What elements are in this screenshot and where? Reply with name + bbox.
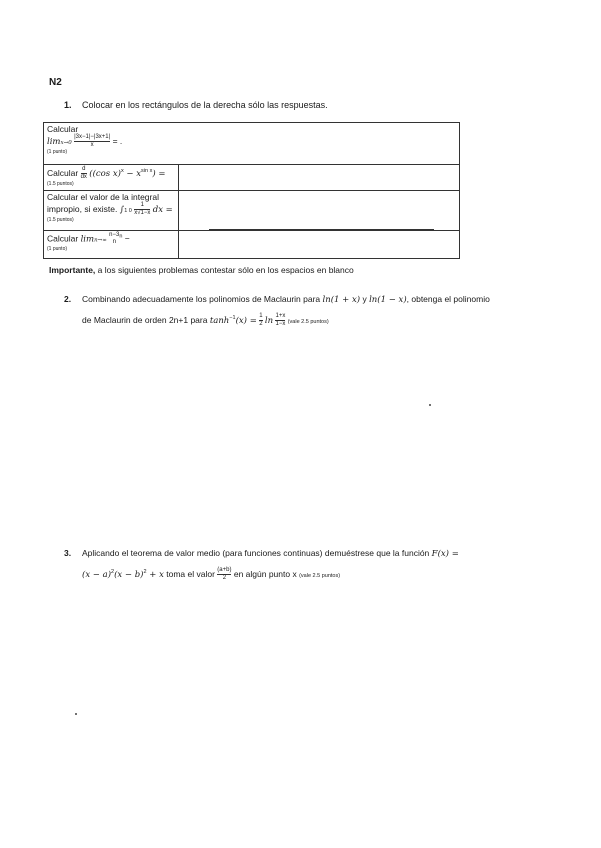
question-2-text2: , obtenga el polinomio: [406, 294, 490, 304]
table-row: [44, 165, 460, 191]
row-3-points: (1.5 puntos): [47, 217, 74, 223]
row-2-expr2: − x: [123, 168, 142, 179]
row-2-answer-box[interactable]: [179, 165, 460, 191]
question-3-val-num: (a+b): [217, 567, 232, 574]
question-2-half-den: 2: [259, 321, 263, 328]
question-2-half: [259, 313, 262, 328]
row-4-binom-bot: n: [112, 239, 116, 245]
row-4-binom-exp: n: [119, 233, 123, 240]
table-row: [44, 231, 460, 259]
row-1-question: [44, 123, 460, 165]
row-2-deriv: [81, 166, 87, 181]
question-3: [64, 544, 554, 585]
question-2-frac-num: 1+x: [275, 313, 286, 320]
question-3-fx: F(x) =: [431, 549, 459, 559]
row-3-label1: Calcular el valor de la integral: [47, 192, 159, 202]
row-4-binom-top: n−3: [109, 232, 120, 238]
question-1-number: 1.: [64, 100, 72, 110]
question-3-expr: (x − a): [82, 569, 112, 580]
row-2-exp2: sin x: [141, 167, 153, 174]
row-4-points: (1 punto): [47, 246, 68, 252]
stray-mark: [429, 404, 431, 406]
question-2-frac: [275, 313, 285, 328]
row-2-expr3: ) =: [152, 168, 166, 179]
question-2-func-exp: −1: [229, 315, 236, 321]
row-3-answer-line: [209, 229, 434, 230]
question-2-text1: Combinando adecuadamente los polinomios de Maclaurin para: [82, 294, 321, 304]
row-2-points: (1.5 puntos): [47, 181, 74, 187]
question-3-number: 3.: [64, 548, 72, 558]
row-4-lim: lim: [80, 234, 95, 245]
row-2-label: Calcular: [47, 167, 79, 178]
row-4-question: [44, 231, 179, 259]
question-1: [64, 100, 328, 110]
row-1-lim: lim: [47, 136, 61, 147]
row-4-tail: −: [122, 233, 130, 244]
question-3-val-den: 2: [222, 575, 227, 582]
row-4-label: Calcular: [47, 233, 79, 244]
question-3-text2: toma el valor: [163, 568, 215, 579]
answers-table: [43, 122, 460, 259]
question-3-text3: en algún punto x: [231, 568, 297, 579]
table-row: [44, 191, 460, 231]
question-2: [64, 290, 554, 331]
important-bold: Importante,: [49, 265, 96, 275]
row-3-int-den: x√1−x: [134, 210, 151, 216]
row-3-label2: impropio, si existe.: [47, 203, 118, 214]
stray-mark: [75, 713, 77, 715]
row-1-frac-den: x: [90, 142, 94, 148]
row-1-lim-sub: x→0: [60, 139, 72, 146]
question-2-y: y: [360, 294, 370, 304]
important-note: [49, 265, 354, 275]
important-text: a los siguientes problemas contestar sólo en los espacios en blanco: [95, 265, 354, 275]
question-3-expr2: (x − b): [114, 569, 144, 580]
question-1-text: Colocar en los rectángulos de la derecha sólo las respuestas.: [82, 100, 328, 110]
question-3-exp1: 2: [111, 569, 115, 575]
question-2-number: 2.: [64, 294, 72, 304]
row-2-deriv-den: dx: [80, 174, 87, 180]
row-4-binom: [109, 232, 119, 246]
row-3-int-frac: [134, 202, 150, 217]
row-3-int-sign: ∫: [119, 204, 125, 215]
row-1-points: (1 punto): [47, 149, 68, 155]
question-3-exp2: 2: [143, 569, 147, 575]
question-2-half-num: 1: [259, 313, 263, 320]
question-2-ln2: ln(1 − x): [369, 295, 407, 305]
row-2-question: [44, 165, 179, 191]
row-2-deriv-num: d: [82, 166, 86, 172]
row-1-tail: = .: [112, 135, 123, 146]
question-2-value: (vale 2.5 puntos): [287, 318, 329, 325]
row-3-int-num: 1: [134, 202, 150, 210]
row-3-int-lims: 1 0: [124, 207, 132, 214]
header-code: N2: [49, 77, 62, 88]
row-1-fraction: [74, 134, 110, 149]
row-4-lim-sub: n→∞: [94, 237, 107, 244]
row-4-answer-box[interactable]: [179, 231, 460, 259]
question-2-func: tanh: [209, 315, 230, 326]
row-3-int-dx: dx =: [152, 204, 173, 215]
table-row: [44, 123, 460, 165]
question-3-val: [217, 567, 231, 582]
row-3-answer-box[interactable]: [179, 191, 460, 231]
row-3-question: [44, 191, 179, 231]
row-2-exp: x: [120, 167, 124, 174]
question-2-frac-den: 1−x: [275, 321, 286, 328]
question-3-text1: Aplicando el teorema de valor medio (para funciones continuas) demuéstrese que la función: [82, 548, 430, 558]
question-2-text3: de Maclaurin de orden 2n+1 para: [82, 314, 208, 325]
row-1-frac-num: |3x−1|−|3x+1|: [74, 134, 111, 140]
question-3-expr3: + x: [146, 569, 164, 580]
question-2-ln1: ln(1 + x): [322, 295, 361, 305]
question-3-value: (vale 2.5 puntos): [299, 572, 341, 579]
question-2-ln3: ln: [264, 315, 274, 326]
question-2-func-arg: (x) =: [235, 315, 257, 326]
row-1-label: Calcular: [47, 124, 79, 134]
row-2-expr: ((cos x): [89, 168, 121, 179]
